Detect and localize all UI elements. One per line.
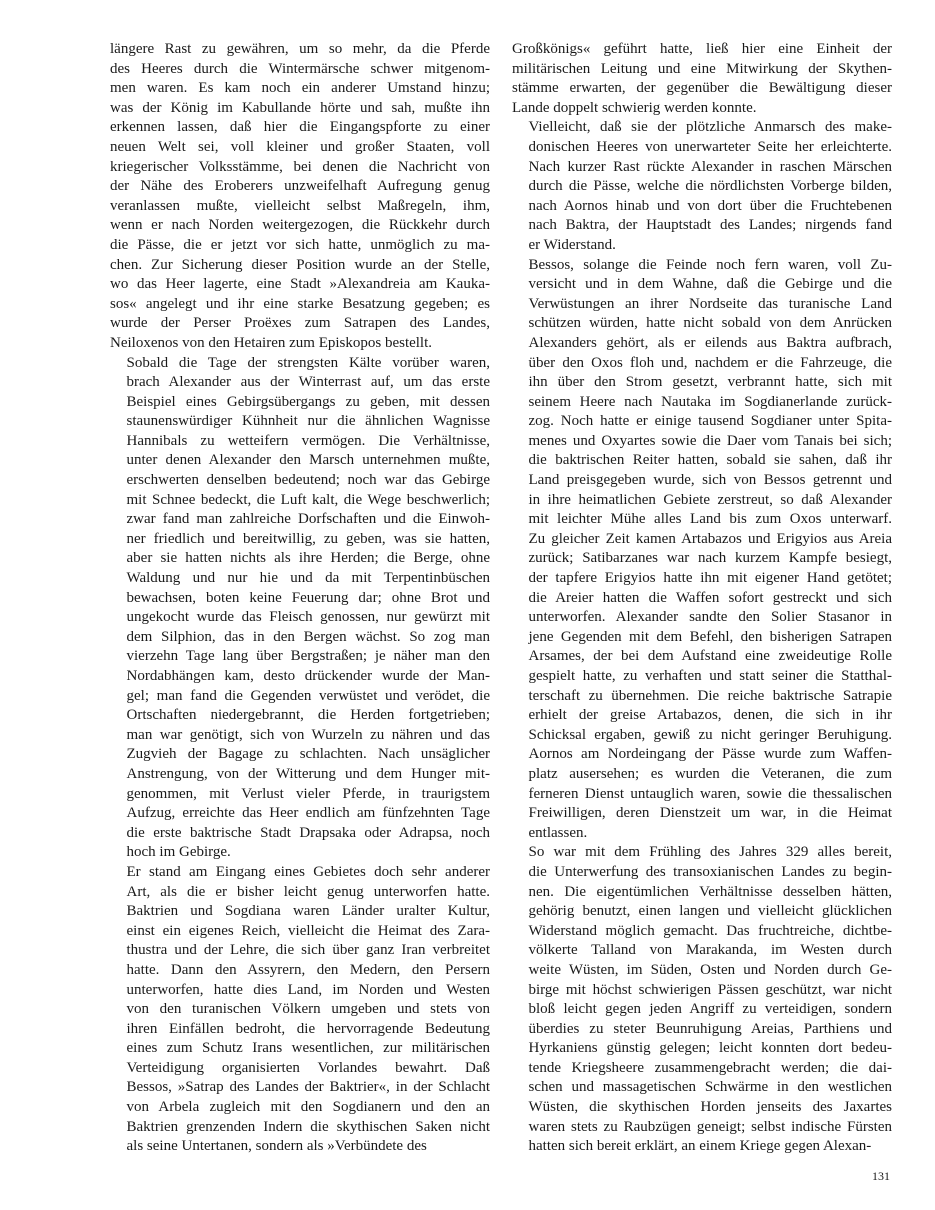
text-line: sos« angelegt und ihr eine starke Besatzung gegeben; es <box>110 295 490 312</box>
right-column-paragraph <box>512 843 892 1157</box>
text-line: die Unterwerfung des transoxianischen Landes zu begin- <box>528 863 892 880</box>
right-column-paragraph <box>512 40 892 118</box>
text-line: entlassen. <box>528 824 588 841</box>
text-line: zurück; Satibarzanes war nach kurzem Kampfe besiegt, <box>528 550 892 567</box>
text-line: eines zum Schutz Irans wesentlichen, zur militärischen <box>126 1040 490 1057</box>
left-column-paragraph <box>110 40 490 354</box>
text-line: überdies zu steter Beunruhigung Areias, Parthiens und <box>528 1020 892 1037</box>
text-line: Nordabhängen kam, desto drückender wurde der Man- <box>126 668 490 684</box>
text-line: des Heeres durch die Wintermärsche schwer mitgenom- <box>110 60 490 77</box>
text-line: Baktrien und Sogdiana waren Länder uralter Kultur, <box>126 903 490 920</box>
text-line: weite Wüsten, im Süden, Osten und Norden durch Ge- <box>528 961 892 978</box>
text-line: erschwerten denselben bedeutend; noch war das Gebirge <box>126 472 490 489</box>
text-line: Sobald die Tage der strengsten Kälte vorüber waren, <box>126 354 490 371</box>
text-line: völkerte Talland von Marakanda, im Westen durch <box>528 942 892 959</box>
text-line: unter denen Alexander den Marsch unternehmen mußte, <box>126 452 490 469</box>
text-line: Waldung und nur hie und da mit Terpentinbüschen <box>126 570 490 587</box>
text-line: ferneren Dienst untauglich waren, sowie die thessalischen <box>528 785 892 802</box>
text-line: über den Oxos floh und, nachdem er die Fahrzeuge, die <box>528 354 892 371</box>
text-line: ungekocht wurde das Fleisch genossen, nur gewürzt mit <box>126 609 490 626</box>
text-line: der tapfere Erigyios hatte ihn mit eigener Hand getötet; <box>528 570 892 587</box>
text-line: mit Schnee bedeckt, die Luft kalt, die Wege beschwerlich; <box>126 491 490 508</box>
text-line: vierzehn Tage lang über Bergstraßen; je näher man den <box>126 648 490 665</box>
text-line: Art, als die er bisher leicht genug unterworfen hatte. <box>126 883 490 900</box>
text-line: terschaft zu übernehmen. Die reiche baktrische Satrapie <box>528 687 892 704</box>
text-line: brach Alexander aus der Winterrast auf, um das erste <box>126 374 490 391</box>
text-line: erkennen lassen, daß hier die Eingangspforte zu einer <box>110 119 490 136</box>
text-line: einst ein eigenes Reich, vielleicht die Heimat des Zara- <box>126 922 490 939</box>
text-line: chen. Zur Sicherung dieser Position wurde an der Stelle, <box>110 256 490 273</box>
text-line: Zugvieh der Bagage zu schlachten. Nach unsäglicher <box>126 746 490 763</box>
text-line: gel; man fand die Gegenden verwüstet und verödet, die <box>126 687 490 704</box>
text-line: Freiwilligen, deren Dienstzeit um war, in die Heimat <box>528 805 892 822</box>
text-line: Baktrien grenzenden Indern die skythischen Saken nicht <box>126 1118 490 1135</box>
text-line: aber sie hatten nichts als ihre Herden; die Berge, ohne <box>126 550 490 567</box>
text-line: zog. Noch hatte er einige tausend Sogdianer unter Spita- <box>528 413 892 430</box>
text-line: nach Aornos hinab und von dort über die Fruchtebenen <box>528 197 892 214</box>
text-line: thustra und der Lehre, die sich über ganz Iran verbreitet <box>126 942 490 959</box>
text-line: die Pässe, die er jetzt vor sich hatte, unmöglich zu ma- <box>110 236 490 253</box>
text-line: als seine Untertanen, sondern als »Verbündete des <box>126 1138 427 1155</box>
text-line: nach Baktra, der Hauptstadt des Landes; nirgends fand <box>528 217 892 234</box>
text-line: donischen Heeres von unerwarteter Seite her erleichterte. <box>528 138 892 155</box>
text-line: jene Gegenden mit dem Befehl, den bisherigen Satrapen <box>528 628 892 645</box>
text-line: stämme erwarten, der gegenüber die Bewältigung dieser <box>512 80 892 97</box>
text-line: unterworfen, hatte dies Land, im Norden und Westen <box>126 981 490 998</box>
text-line: Aornos am Nordeingang der Pässe wurde zum Waffen- <box>528 746 892 763</box>
text-line: Hannibals zu wetteifern vermögen. Die Verhältnisse, <box>126 432 490 449</box>
text-line: versicht und in dem Wahne, daß die Gebirge und die <box>528 276 892 293</box>
text-line: Bessos, solange die Feinde noch fern waren, voll Zu- <box>528 256 892 273</box>
left-column-paragraph <box>110 354 490 863</box>
text-line: die Areier hatten die Waffen sofort gestreckt und sich <box>528 589 892 606</box>
text-line: So war mit dem Frühling des Jahres 329 alles bereit, <box>528 844 892 861</box>
text-line: Schicksal ergaben, gewiß zu nicht geringer Beruhigung. <box>528 726 892 743</box>
text-line: Wüsten, die skythischen Horden jenseits des Jaxartes <box>528 1099 892 1116</box>
text-line: tende Kriegsheere zusammengebracht werden; die dai- <box>528 1059 892 1076</box>
left-column <box>110 40 490 1157</box>
text-line: Vielleicht, daß sie der plötzliche Anmarsch des make- <box>528 119 892 136</box>
right-column-paragraph <box>512 118 892 255</box>
text-line: bloß leicht gegen jeden Angriff zu verteidigen, sondern <box>528 1001 892 1018</box>
text-line: Alexanders gehört, als er eilends aus Baktra aufbrach, <box>528 334 892 351</box>
text-line: Lande doppelt schwierig werden konnte. <box>512 99 757 116</box>
text-line: Aufzug, erreichte das Heer endlich am fünfzehnten Tage <box>126 805 490 822</box>
text-line: zwar fand man zahlreiche Dorfschaften und die Einwoh- <box>126 511 490 528</box>
text-line: ihn über den Strom gesetzt, verbrannt hatte, sich mit <box>528 374 892 391</box>
text-line: durch die Pässe, welche die nördlichsten Vorberge bilden, <box>528 178 892 195</box>
text-line: genommen, mit Verlust vieler Pferde, in traurigstem <box>126 785 490 802</box>
text-line: erhielt der greise Artabazos, denen, die sich in ihr <box>528 707 892 724</box>
text-line: birge mit höchst schwierigen Pässen geschützt, war nicht <box>528 981 892 998</box>
page-number: 131 <box>872 1169 890 1183</box>
text-line: der Nähe des Eroberers unzweifelhaft Aufregung genug <box>110 178 490 195</box>
text-line: ihren Einfällen bedroht, die hervorragende Bedeutung <box>126 1020 490 1037</box>
text-line: hoch im Gebirge. <box>126 844 231 861</box>
text-line: militärischen Leitung und eine Mitwirkung der Skythen- <box>512 60 892 77</box>
text-line: was der König im Kabullande hörte und sah, mußte ihn <box>110 99 490 116</box>
text-line: Anstrengung, von der Witterung und dem Hunger mit- <box>126 765 490 782</box>
text-line: bewachsen, boten keine Feuerung dar; ohne Brot und <box>126 589 490 606</box>
text-line: unterworfen. Alexander sandte den Solier Stasanor in <box>528 609 892 626</box>
text-line: neuen Welt sei, voll kleiner und großer Staaten, voll <box>110 138 490 155</box>
right-column <box>512 40 892 1157</box>
text-line: Widerstand möglich gemacht. Das fruchtreiche, dichtbe- <box>528 922 892 939</box>
text-line: men waren. Es kam noch ein anderer Umstand hinzu; <box>110 80 490 97</box>
text-line: die erste baktrische Stadt Drapsaka oder Adrapsa, noch <box>126 824 490 841</box>
text-line: wurde der Perser Proëxes zum Satrapen des Landes, <box>110 315 490 332</box>
text-line: dem Silphion, das in den Bergen wächst. So zog man <box>126 628 490 645</box>
text-line: man war genötigt, sich von Wurzeln zu nähren und das <box>126 726 490 743</box>
text-line: gehörig benutzt, einen langen und vielleicht glücklichen <box>528 903 892 920</box>
text-line: hatten sich bereit erklärt, an einem Kriege gegen Alexan- <box>528 1138 872 1155</box>
text-line: Nach kurzer Rast rückte Alexander in raschen Märschen <box>528 158 892 175</box>
text-line: gespielt hatte, zu verhaften und statt seiner die Statthal- <box>528 668 892 684</box>
text-line: Bessos, »Satrap des Landes der Baktrier«, in der Schlacht <box>126 1079 490 1096</box>
text-line: von Arbela zugleich mit den Sogdianern und den an <box>126 1099 490 1116</box>
text-line: Verwüstungen an ihrer Nordseite das turanische Land <box>528 295 892 312</box>
text-line: platz ausersehen; es wurden die Veteranen, die zum <box>528 765 892 782</box>
text-line: er Widerstand. <box>528 236 616 253</box>
text-line: Hyrkaniens günstig gelegen; leicht konnten dort bedeu- <box>528 1040 892 1057</box>
text-line: veranlassen mußte, vielleicht selbst Maßregeln, ihm, <box>110 197 490 214</box>
text-line: ner friedlich und bereitwillig, zu geben, was sie hatten, <box>126 530 490 547</box>
text-line: Beispiel eines Gebirgsübergangs zu geben, mit dessen <box>126 393 490 410</box>
right-column-paragraph <box>512 256 892 844</box>
text-line: wo das Heer lagerte, eine Stadt »Alexandreia am Kauka- <box>110 276 490 293</box>
text-line: waren stets zu Raubzügen geneigt; selbst indische Fürsten <box>528 1118 892 1135</box>
text-line: schützen würden, hatte nicht sobald von dem Anrücken <box>528 315 892 332</box>
text-line: längere Rast zu gewähren, um so mehr, da die Pferde <box>110 41 490 57</box>
text-line: mit leichter Mühe alles Land bis zum Oxos unterwarf. <box>528 511 892 528</box>
text-line: von den turanischen Völkern umgeben und stets von <box>126 1001 490 1018</box>
text-line: Verteidigung organisierten Vorlandes bewahrt. Daß <box>126 1059 490 1076</box>
text-line: die baktrischen Reiter hatten, sobald sie sahen, daß ihr <box>528 452 892 469</box>
text-line: Ortschaften niedergebrannt, die Herden fortgetrieben; <box>126 707 490 724</box>
text-line: hatte. Dann den Assyrern, den Medern, den Persern <box>126 961 490 978</box>
text-line: Land preisgegeben wurde, sich von Bessos getrennt und <box>528 472 892 489</box>
text-line: schen und massagetischen Schwärme in den westlichen <box>528 1079 892 1096</box>
text-line: in ihre heimatlichen Gebiete zerstreut, so daß Alexander <box>528 491 892 508</box>
text-line: menes und Oxyartes sowie die Daer vom Tanais bei sich; <box>528 432 892 449</box>
text-line: Er stand am Eingang eines Gebietes doch sehr anderer <box>126 863 490 880</box>
text-line: seinem Heere nach Nautaka im Sogdianerlande zurück- <box>528 393 892 410</box>
text-line: Großkönigs« geführt hatte, ließ hier eine Einheit der <box>512 41 892 57</box>
text-line: Neiloxenos von den Hetairen zum Episkopos bestellt. <box>110 334 433 351</box>
text-line: staunenswürdiger Kühnheit nur die ähnlichen Wagnisse <box>126 413 490 430</box>
text-line: Arsames, der bei dem Aufstand eine zweideutige Rolle <box>528 648 892 665</box>
text-line: nen. Die eigentümlichen Verhältnisse desselben hätten, <box>528 883 892 900</box>
left-column-paragraph <box>110 863 490 1157</box>
text-line: kriegerischer Volksstämme, bei denen die Nachricht von <box>110 158 490 175</box>
text-line: Zu gleicher Zeit kamen Artabazos und Erigyios aus Areia <box>528 530 892 547</box>
text-line: wenn er nach Norden weitergezogen, die Rückkehr durch <box>110 217 490 234</box>
